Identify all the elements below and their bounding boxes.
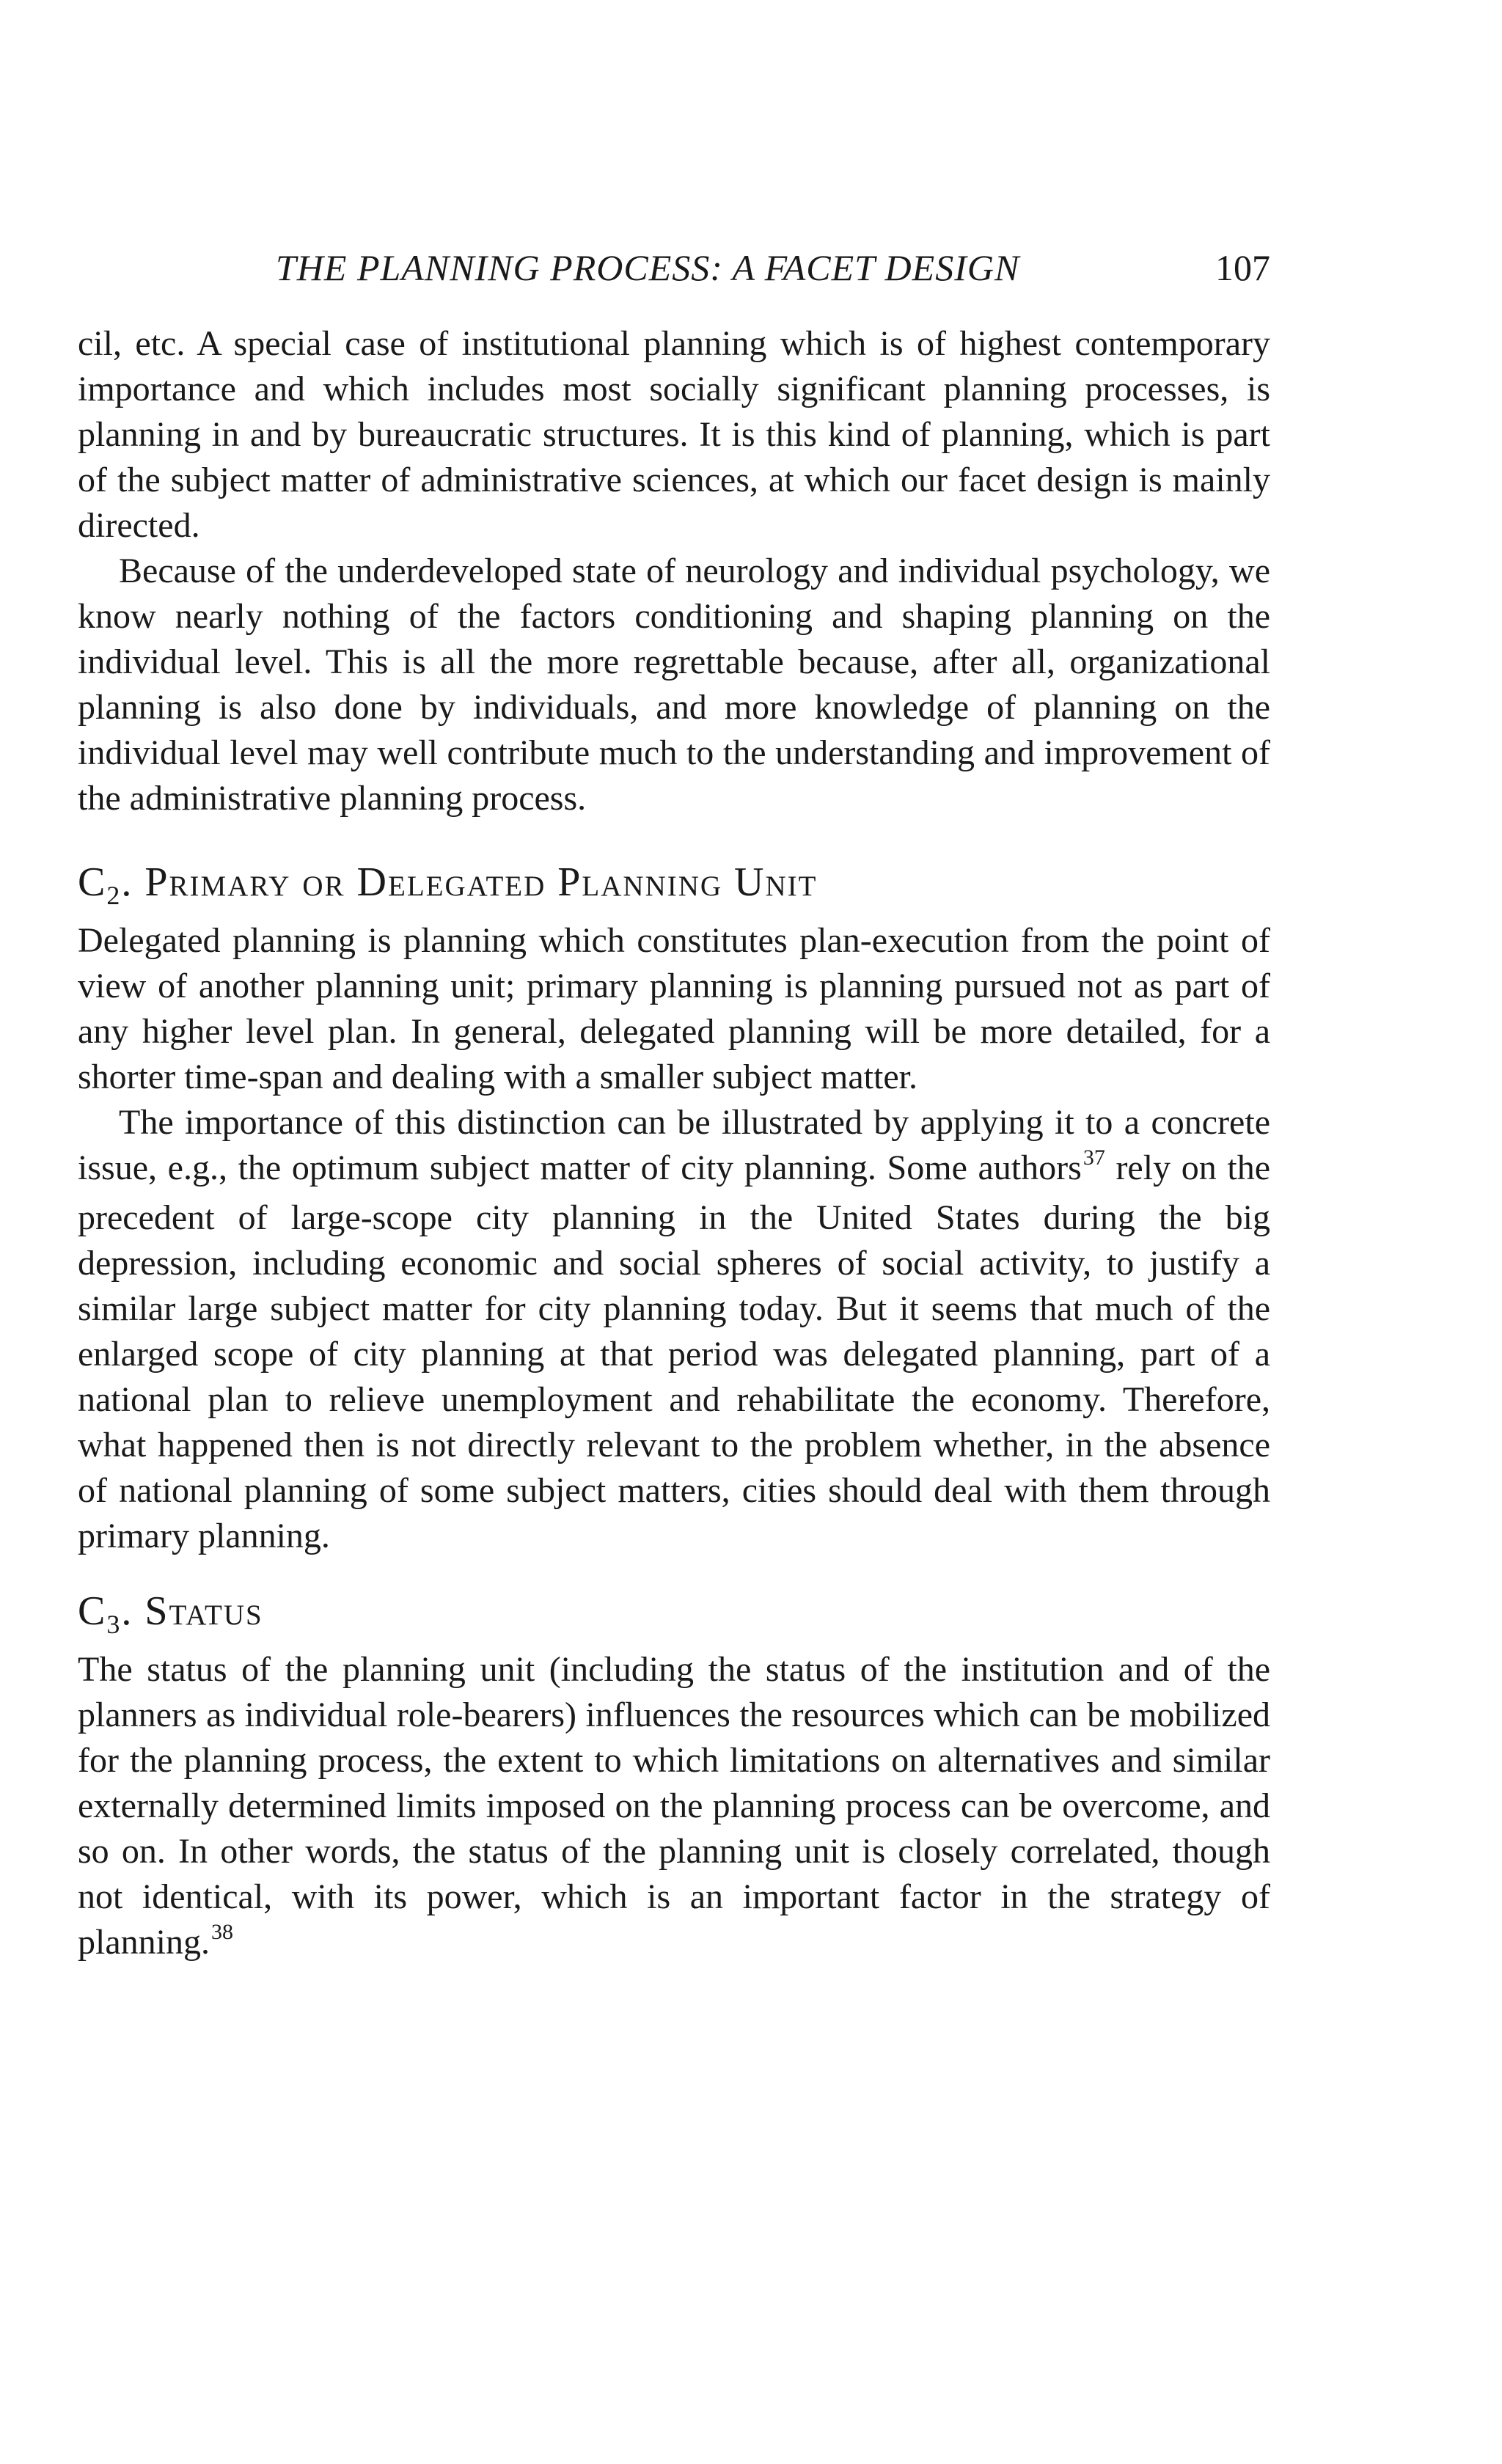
running-head — [78, 242, 1270, 293]
paragraph-individual-planning: Because of the underdeveloped state of neurology and individual psychology, we know nearly nothing of the factors conditioning and shaping planning on the individual level. This is all the more regrettable because, after all, organizational planning is also done by individuals, and more knowledge of planning on the individual level may well contribute much to the understanding and improvement of the administrative planning process. — [78, 551, 1270, 818]
paragraph-institutional-planning: cil, etc. A special case of institutional planning which is of highest contemporary importance and which includes most socially significant planning processes, is planning in and by bureaucratic structures. It is this kind of planning, which is part of the subject matter of administrative sciences, at which our facet design is mainly directed. — [78, 324, 1270, 545]
section-title: . Status — [121, 1588, 263, 1634]
section-heading-c3 — [78, 1585, 1270, 1641]
section-letter: C — [78, 859, 107, 905]
paragraph-city-planning — [78, 1100, 1270, 1559]
footnote-ref-38: 38 — [210, 1920, 233, 1944]
section-subscript: 2 — [106, 881, 122, 910]
section-subscript: 3 — [106, 1610, 122, 1639]
paragraph-text: The importance of this distinction can be illustrated by applying it to a concrete issue, e.g., the optimum subject matter of city planning. Some authors — [78, 1103, 1270, 1187]
running-title: THE PLANNING PROCESS: A FACET DESIGN — [276, 247, 1020, 288]
page-number: 107 — [1215, 247, 1270, 288]
section-letter: C — [78, 1588, 107, 1634]
paragraph-status — [78, 1647, 1270, 1970]
paragraph-text: The status of the planning unit (including the status of the institution and of the planners as individual role-bearers) influences the resources which can be mobilized for the planning process, the extent to which limitations on alternatives and similar externally determined limits imposed on the planning process can be overcome, and so on. In other words, the status of the planning unit is closely correlated, though not identical, with its power, which is an important factor in the strategy of planning. — [78, 1650, 1270, 1962]
section-heading-c2 — [78, 857, 1270, 912]
footnote-ref-37: 37 — [1082, 1145, 1105, 1170]
section-title: . Primary or Delegated Planning Unit — [121, 859, 818, 905]
book-page — [78, 242, 1270, 1970]
paragraph-delegated-planning: Delegated planning is planning which constitutes plan-execution from the point of view of another planning unit; primary planning is planning pursued not as part of any higher level plan. In general, delegated planning will be more detailed, for a shorter time-span and dealing with a smaller subject matter. — [78, 921, 1270, 1096]
paragraph-text: rely on the precedent of large-scope city planning in the United States during the big depression, including economic and social spheres of social activity, to justify a similar large subject matter for city planning today. But it seems that much of the enlarged scope of city planning at that period was delegated planning, part of a national plan to relieve unemployment and rehabilitate the economy. Therefore, what happened then is not directly relevant to the problem whether, in the absence of national planning of some subject matters, cities should deal with them through primary planning. — [78, 1148, 1270, 1555]
